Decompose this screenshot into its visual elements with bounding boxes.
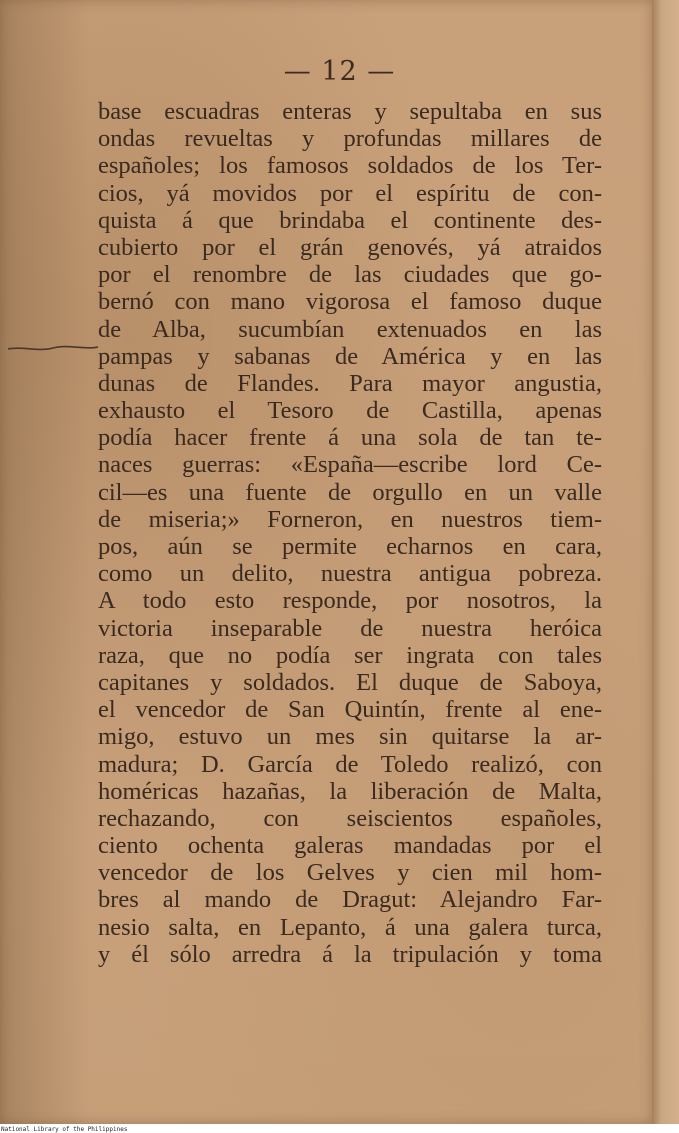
text-line: cios, yá movidos por el espíritu de con- <box>98 179 602 207</box>
text-line: podía hacer frente á una sola de tan te- <box>98 424 602 452</box>
text-line: victoria inseparable de nuestra heróica <box>98 614 602 642</box>
text-line: por el renombre de las ciudades que go- <box>98 261 602 289</box>
binding-shadow <box>0 0 90 1124</box>
text-line: naces guerras: «España—escribe lord Ce- <box>98 451 602 479</box>
pencil-mark <box>8 340 98 356</box>
text-line: madura; D. García de Toledo realizó, con <box>98 750 602 778</box>
text-line: quista á que brindaba el continente des- <box>98 206 602 234</box>
text-line: como un delito, nuestra antigua pobreza. <box>98 560 602 588</box>
text-line: vencedor de los Gelves y cien mil hom- <box>98 859 602 887</box>
text-line: ondas revueltas y profundas millares de <box>98 125 602 153</box>
text-line: el vencedor de San Quintín, frente al ene- <box>98 696 602 724</box>
page-number: — 12 — <box>283 56 396 87</box>
text-line: dunas de Flandes. Para mayor angustia, <box>98 369 602 397</box>
text-line: capitanes y soldados. El duque de Saboya, <box>98 668 602 696</box>
text-line: base escuadras enteras y sepultaba en sus <box>98 98 602 125</box>
page-edge <box>652 0 679 1124</box>
text-line: exhausto el Tesoro de Castilla, apenas <box>98 397 602 425</box>
text-line: pampas y sabanas de América y en las <box>98 342 602 370</box>
text-line: cil—es una fuente de orgullo en un valle <box>98 478 602 506</box>
text-line: rechazando, con seiscientos españoles, <box>98 804 602 832</box>
text-line: de miseria;» Forneron, en nuestros tiem- <box>98 505 602 533</box>
text-line: migo, estuvo un mes sin quitarse la ar- <box>98 723 602 751</box>
text-line: de Alba, sucumbían extenuados en las <box>98 315 602 343</box>
text-line: raza, que no podía ser ingrata con tales <box>98 641 602 669</box>
text-line: nesio salta, en Lepanto, á una galera turca, <box>98 913 602 941</box>
text-line: pos, aún se permite echarnos en cara, <box>98 533 602 560</box>
library-credit: National Library of the Philippines <box>1 1126 128 1133</box>
text-line: bres al mando de Dragut: Alejandro Far- <box>98 886 602 914</box>
text-line: y él sólo arredra á la tripulación y toma <box>98 940 602 968</box>
page-body-text <box>98 98 602 968</box>
text-line: cubierto por el grán genovés, yá atraidos <box>98 233 602 261</box>
text-line: españoles; los famosos soldados de los Ter- <box>98 152 602 180</box>
text-line: A todo esto responde, por nosotros, la <box>98 587 602 615</box>
text-line: homéricas hazañas, la liberación de Malta, <box>98 777 602 805</box>
text-line: bernó con mano vigorosa el famoso duque <box>98 288 602 316</box>
text-line: ciento ochenta galeras mandadas por el <box>98 832 602 860</box>
